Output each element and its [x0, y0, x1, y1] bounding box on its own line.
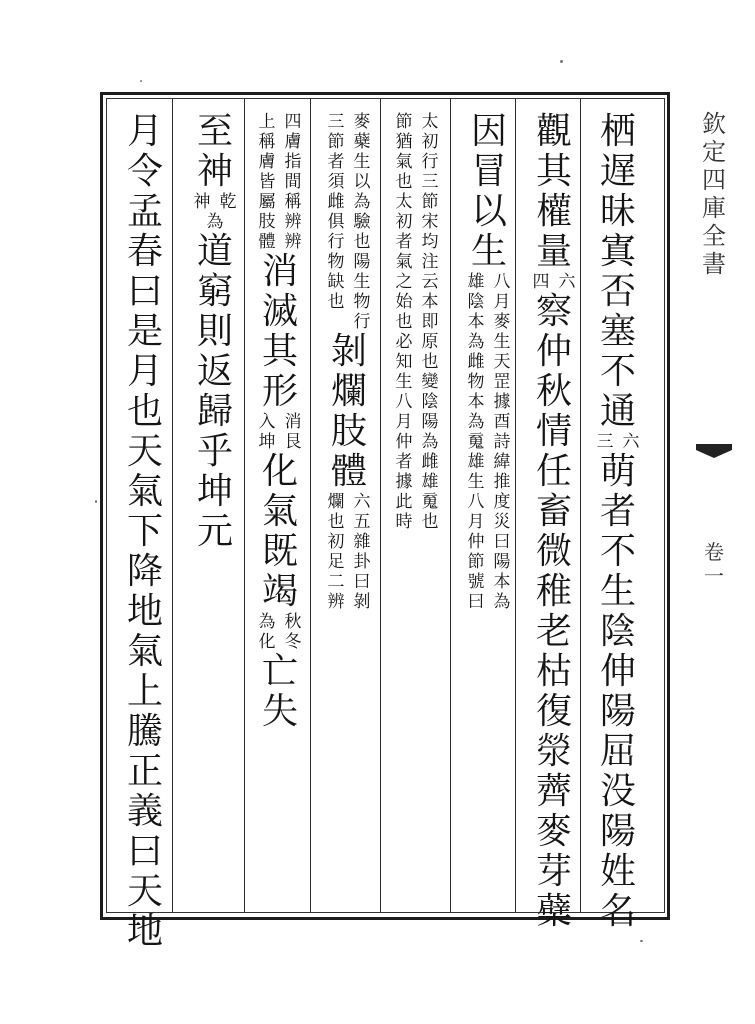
annotation-character: 曰 — [467, 592, 485, 612]
text-column-6 — [253, 112, 307, 732]
annotation-left-line — [326, 492, 346, 612]
annotation-character: 月 — [467, 512, 485, 532]
annotation-character: 䰟 — [467, 432, 485, 452]
main-character: 也 — [126, 391, 163, 432]
main-character: 昧 — [599, 191, 636, 232]
annotation-character: 俱 — [327, 212, 345, 232]
main-character: 其 — [261, 331, 298, 372]
annotation-character: 須 — [327, 172, 345, 192]
annotation-character: 緯 — [493, 452, 511, 472]
main-character: 竭 — [261, 571, 298, 612]
annotation-character: 神 — [193, 192, 211, 212]
annotation-block — [188, 192, 242, 212]
annotation-character: 此 — [395, 492, 413, 512]
annotation-block — [322, 112, 376, 332]
annotation-character: 六 — [558, 272, 576, 292]
annotation-character: 物 — [327, 252, 345, 272]
annotation-character: 為 — [493, 592, 511, 612]
annotation-character: 坤 — [258, 432, 276, 452]
main-character: 生 — [599, 571, 636, 612]
annotation-character: 稱 — [284, 192, 302, 212]
page-margin — [676, 98, 746, 918]
annotation-character: 驗 — [353, 212, 371, 232]
main-character: 陽 — [599, 811, 636, 852]
annotation-character: 仲 — [467, 532, 485, 552]
main-character: 元 — [196, 511, 233, 552]
annotation-right-line — [352, 112, 372, 332]
annotation-left-line — [257, 112, 277, 252]
annotation-character: 消 — [284, 412, 302, 432]
main-character: 芽 — [535, 851, 572, 892]
main-character: 蘗 — [535, 891, 572, 932]
annotation-character: 曰 — [493, 532, 511, 552]
main-character: 消 — [261, 251, 298, 292]
annotation-character: 為 — [421, 432, 439, 452]
annotation-character: 皆 — [258, 172, 276, 192]
annotation-character: 太 — [395, 192, 413, 212]
main-character: 返 — [196, 351, 233, 392]
annotation-character: 為 — [258, 612, 276, 632]
annotation-character: 辨 — [327, 592, 345, 612]
main-character: 萌 — [599, 451, 636, 492]
annotation-block — [591, 432, 645, 452]
annotation-right-line — [283, 612, 303, 652]
main-character: 地 — [126, 591, 163, 632]
annotation-character: 蘗 — [353, 132, 371, 152]
annotation-right-line — [621, 432, 641, 452]
annotation-character: 即 — [421, 312, 439, 332]
main-character: 坤 — [196, 471, 233, 512]
annotation-character: 雜 — [353, 532, 371, 552]
annotation-character: 曰 — [353, 572, 371, 592]
main-character: 曰 — [126, 831, 163, 872]
annotation-character: 足 — [327, 552, 345, 572]
annotation-character: 也 — [421, 352, 439, 372]
annotation-character: 氣 — [395, 152, 413, 172]
main-character: 麥 — [535, 811, 572, 852]
main-character: 形 — [261, 371, 298, 412]
text-column-7 — [188, 112, 242, 552]
annotation-character: 間 — [284, 172, 302, 192]
annotation-character: 冬 — [284, 632, 302, 652]
annotation-character: 上 — [258, 112, 276, 132]
annotation-character: 陽 — [421, 412, 439, 432]
annotation-character: 者 — [395, 232, 413, 252]
annotation-character: 辨 — [284, 212, 302, 232]
main-character: 令 — [126, 151, 163, 192]
text-column-8 — [118, 112, 172, 952]
main-character: 神 — [196, 151, 233, 192]
annotation-character: 秋 — [284, 612, 302, 632]
annotation-character: 原 — [421, 332, 439, 352]
annotation-character: 節 — [421, 192, 439, 212]
annotation-right-line — [420, 112, 440, 532]
annotation-right-line — [283, 412, 303, 452]
annotation-block — [253, 612, 307, 652]
annotation-right-line — [218, 192, 238, 212]
annotation-character: 行 — [353, 312, 371, 332]
annotation-character: 剝 — [353, 592, 371, 612]
main-character: 滎 — [535, 731, 572, 772]
main-character: 義 — [126, 791, 163, 832]
main-character: 者 — [599, 491, 636, 532]
main-character: 下 — [126, 511, 163, 552]
annotation-character: 節 — [467, 552, 485, 572]
annotation-character: 推 — [493, 472, 511, 492]
main-character: 既 — [261, 531, 298, 572]
main-character: 屈 — [599, 731, 636, 772]
annotation-character: 初 — [327, 532, 345, 552]
main-character: 畜 — [535, 491, 572, 532]
main-character: 孟 — [126, 191, 163, 232]
annotation-character: 缺 — [327, 272, 345, 292]
main-character: 枯 — [535, 651, 572, 692]
column-rule — [310, 98, 311, 913]
main-character: 以 — [470, 191, 507, 232]
annotation-character: 均 — [421, 232, 439, 252]
annotation-character: 本 — [421, 292, 439, 312]
main-character: 亡 — [261, 651, 298, 692]
annotation-character: 陽 — [493, 552, 511, 572]
annotation-character: 膚 — [284, 132, 302, 152]
annotation-character: 八 — [467, 492, 485, 512]
main-character: 權 — [535, 191, 572, 232]
main-character: 稚 — [535, 571, 572, 612]
main-character: 化 — [261, 451, 298, 492]
column-rule — [380, 98, 381, 913]
column-rule — [172, 98, 173, 913]
main-character: 姓 — [599, 851, 636, 892]
main-character: 滅 — [261, 291, 298, 332]
annotation-character: 酉 — [493, 412, 511, 432]
annotation-block — [390, 112, 444, 532]
annotation-character: 者 — [395, 452, 413, 472]
annotation-block — [253, 412, 307, 452]
main-character: 復 — [535, 691, 572, 732]
annotation-character: 本 — [467, 392, 485, 412]
annotation-character: 六 — [353, 492, 371, 512]
main-character: 通 — [599, 391, 636, 432]
main-character: 天 — [126, 431, 163, 472]
annotation-character: 也 — [327, 512, 345, 532]
annotation-character: 陰 — [467, 292, 485, 312]
annotation-character: 艮 — [284, 432, 302, 452]
annotation-character: 行 — [421, 152, 439, 172]
juan-number: 卷一 — [704, 540, 724, 588]
main-character: 天 — [126, 871, 163, 912]
main-character: 老 — [535, 611, 572, 652]
annotation-character: 氣 — [395, 252, 413, 272]
main-character: 剝 — [330, 331, 367, 372]
annotation-character: 雄 — [421, 472, 439, 492]
main-character: 失 — [261, 691, 298, 732]
annotation-character: 注 — [421, 252, 439, 272]
annotation-character: 時 — [395, 512, 413, 532]
annotation-character: 本 — [493, 572, 511, 592]
text-column-2 — [527, 112, 581, 932]
main-character: 正 — [126, 751, 163, 792]
annotation-character: 變 — [421, 372, 439, 392]
main-character: 没 — [599, 771, 636, 812]
main-character: 微 — [535, 531, 572, 572]
main-character: 陰 — [599, 611, 636, 652]
main-character: 伸 — [599, 651, 636, 692]
annotation-character: 雄 — [467, 452, 485, 472]
annotation-character: 為 — [467, 412, 485, 432]
annotation-character: 四 — [532, 272, 550, 292]
annotation-left-line — [466, 272, 486, 612]
annotation-character: 化 — [258, 632, 276, 652]
main-character: 曰 — [126, 271, 163, 312]
annotation-character: 詩 — [493, 432, 511, 452]
annotation-character: 稱 — [258, 132, 276, 152]
annotation-character: 五 — [353, 512, 371, 532]
main-character: 地 — [126, 911, 163, 952]
annotation-character: 為 — [206, 212, 224, 232]
annotation-character: 也 — [327, 292, 345, 312]
main-character: 道 — [196, 231, 233, 272]
main-character: 其 — [535, 151, 572, 192]
annotation-character: 八 — [395, 392, 413, 412]
annotation-character: 本 — [467, 312, 485, 332]
annotation-left-line — [595, 432, 615, 452]
annotation-character: 罡 — [493, 372, 511, 392]
main-character: 氣 — [126, 471, 163, 512]
annotation-character: 八 — [493, 272, 511, 292]
annotation-character: 雄 — [467, 272, 485, 292]
annotation-character: 膚 — [258, 152, 276, 172]
text-column-1 — [591, 112, 645, 932]
annotation-character: 生 — [493, 332, 511, 352]
main-character: 觀 — [535, 111, 572, 152]
annotation-character: 二 — [327, 572, 345, 592]
main-character: 冒 — [470, 151, 507, 192]
annotation-character: 生 — [395, 372, 413, 392]
main-character: 氣 — [261, 491, 298, 532]
main-character: 爛 — [330, 371, 367, 412]
annotation-left-line — [257, 412, 277, 452]
annotation-character: 指 — [284, 152, 302, 172]
column-rule — [244, 98, 245, 913]
main-character: 察 — [535, 291, 572, 332]
annotation-character: 雌 — [327, 192, 345, 212]
main-character: 體 — [330, 451, 367, 492]
annotation-character: 肢 — [258, 212, 276, 232]
annotation-character: 四 — [284, 112, 302, 132]
annotation-character: 陽 — [353, 252, 371, 272]
main-character: 量 — [535, 231, 572, 272]
annotation-character: 節 — [395, 112, 413, 132]
annotation-character: 物 — [467, 372, 485, 392]
annotation-character: 爛 — [327, 492, 345, 512]
annotation-character: 三 — [421, 172, 439, 192]
annotation-character: 體 — [258, 232, 276, 252]
main-character: 氣 — [126, 631, 163, 672]
main-character: 月 — [126, 111, 163, 152]
fish-tail-mark-icon — [696, 442, 732, 460]
annotation-character: 屬 — [258, 192, 276, 212]
text-column-3 — [462, 112, 516, 612]
annotation-character: 月 — [395, 412, 413, 432]
annotation-block — [462, 272, 516, 612]
annotation-character: 三 — [596, 432, 614, 452]
annotation-character: 號 — [467, 572, 485, 592]
annotation-character: 陰 — [421, 392, 439, 412]
annotation-block — [253, 112, 307, 252]
main-character: 則 — [196, 311, 233, 352]
annotation-character: 為 — [467, 332, 485, 352]
annotation-character: 據 — [395, 472, 413, 492]
annotation-character: 宋 — [421, 212, 439, 232]
main-character: 寘 — [599, 231, 636, 272]
annotation-character: 也 — [353, 232, 371, 252]
main-character: 不 — [599, 531, 636, 572]
main-character: 任 — [535, 451, 572, 492]
annotation-character: 也 — [421, 512, 439, 532]
main-character: 至 — [196, 111, 233, 152]
text-column-4 — [390, 112, 444, 532]
annotation-left-line — [326, 112, 346, 332]
annotation-character: 行 — [327, 232, 345, 252]
main-character: 月 — [126, 351, 163, 392]
main-character: 遅 — [599, 151, 636, 192]
main-character: 乎 — [196, 431, 233, 472]
annotation-character: 物 — [353, 292, 371, 312]
main-character: 上 — [126, 671, 163, 712]
annotation-character: 度 — [493, 492, 511, 512]
annotation-character: 入 — [258, 412, 276, 432]
annotation-character: 者 — [327, 152, 345, 172]
main-character: 因 — [470, 111, 507, 152]
annotation-character: 生 — [467, 472, 485, 492]
annotation-block — [322, 492, 376, 612]
annotation-block — [527, 272, 581, 292]
annotation-character: 猶 — [395, 132, 413, 152]
main-character: 塞 — [599, 311, 636, 352]
annotation-character: 仲 — [395, 432, 413, 452]
annotation-character: 必 — [395, 332, 413, 352]
column-rule — [450, 98, 451, 913]
annotation-character: 以 — [353, 172, 371, 192]
annotation-right-line — [557, 272, 577, 292]
annotation-character: 為 — [353, 192, 371, 212]
margin-title: 欽定四庫全書 — [702, 110, 726, 278]
annotation-character: 六 — [622, 432, 640, 452]
annotation-character: 乾 — [219, 192, 237, 212]
main-character: 秋 — [535, 371, 572, 412]
annotation-character: 雌 — [421, 452, 439, 472]
annotation-character: 災 — [493, 512, 511, 532]
annotation-character: 卦 — [353, 552, 371, 572]
annotation-character: 雌 — [467, 352, 485, 372]
main-character: 名 — [599, 891, 636, 932]
annotation-character: 辨 — [284, 232, 302, 252]
annotation-character: 太 — [421, 112, 439, 132]
annotation-right-line — [492, 272, 512, 612]
annotation-character: 知 — [395, 352, 413, 372]
main-character: 肢 — [330, 411, 367, 452]
annotation-character: 月 — [493, 292, 511, 312]
annotation-character: 麥 — [493, 312, 511, 332]
annotation-character: 也 — [395, 312, 413, 332]
annotation-character: 始 — [395, 292, 413, 312]
main-character: 窮 — [196, 271, 233, 312]
annotation-character: 䰟 — [421, 492, 439, 512]
text-column-5 — [322, 112, 376, 612]
main-character: 否 — [599, 271, 636, 312]
main-character: 不 — [599, 351, 636, 392]
annotation-character: 云 — [421, 272, 439, 292]
annotation-character: 生 — [353, 272, 371, 292]
main-character: 降 — [126, 551, 163, 592]
annotation-left-line — [257, 612, 277, 652]
annotation-character: 生 — [353, 152, 371, 172]
annotation-character: 之 — [395, 272, 413, 292]
main-character: 陽 — [599, 691, 636, 732]
annotation-left-line — [192, 192, 212, 212]
annotation-character: 初 — [421, 132, 439, 152]
annotation-character: 據 — [493, 392, 511, 412]
annotation-character: 也 — [395, 172, 413, 192]
main-character: 生 — [470, 231, 507, 272]
annotation-right-line — [352, 492, 372, 612]
annotation-right-line — [283, 112, 303, 252]
main-character: 歸 — [196, 391, 233, 432]
main-character: 栖 — [599, 111, 636, 152]
annotation-character: 初 — [395, 212, 413, 232]
annotation-character: 麥 — [353, 112, 371, 132]
annotation-left-line — [394, 112, 414, 532]
main-character: 薺 — [535, 771, 572, 812]
annotation-character: 節 — [327, 132, 345, 152]
annotation-character: 三 — [327, 112, 345, 132]
main-character: 春 — [126, 231, 163, 272]
main-character: 是 — [126, 311, 163, 352]
annotation-left-line — [531, 272, 551, 292]
main-character: 騰 — [126, 711, 163, 752]
main-character: 仲 — [535, 331, 572, 372]
annotation-character: 天 — [493, 352, 511, 372]
main-character: 情 — [535, 411, 572, 452]
